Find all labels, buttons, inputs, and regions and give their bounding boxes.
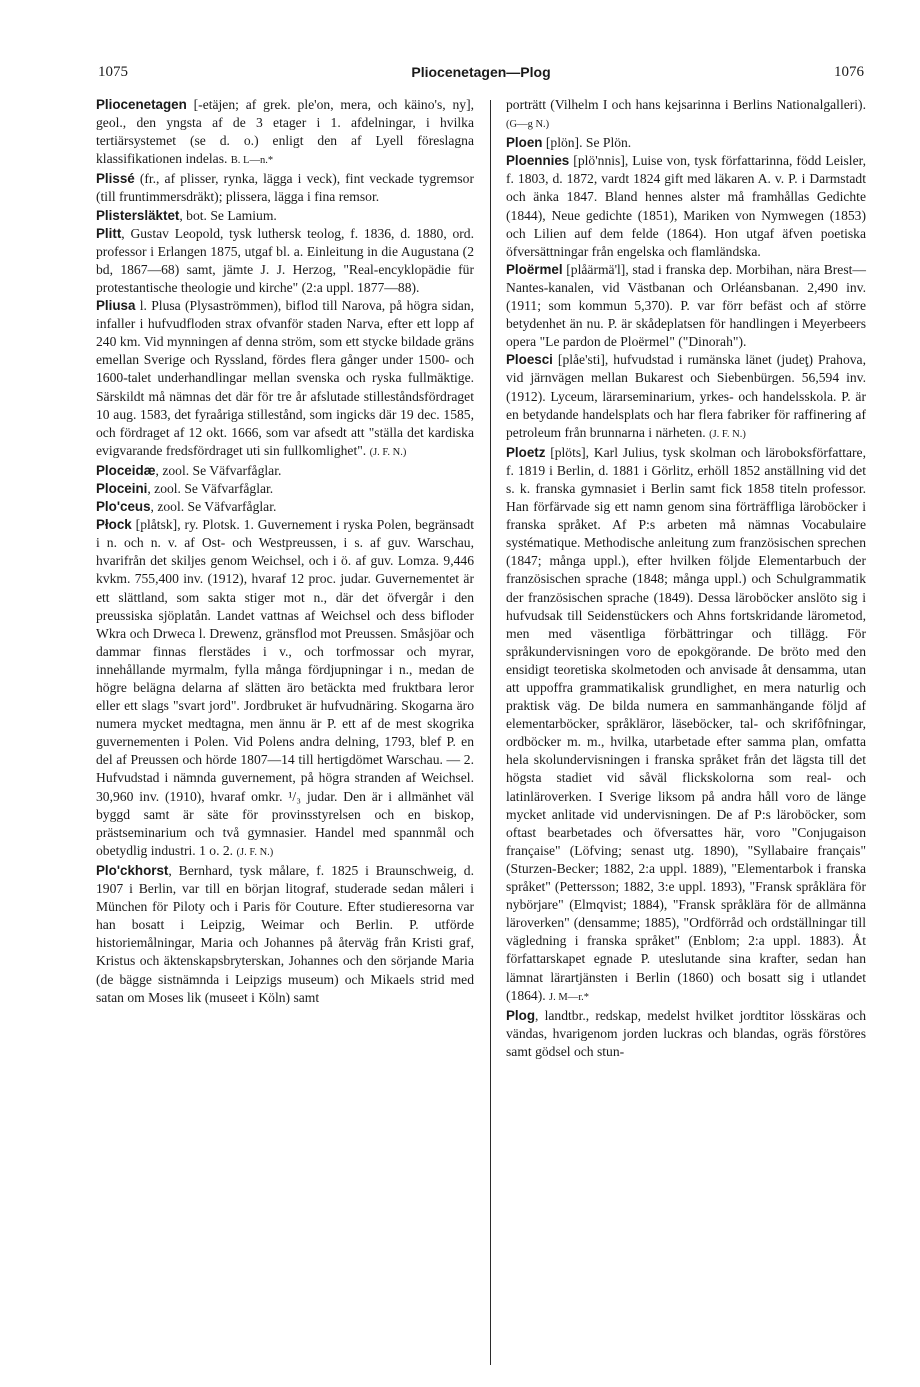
article-entry	[96, 516, 474, 862]
entry-headword: Pliocenetagen	[96, 97, 187, 112]
article-entry	[96, 462, 474, 480]
entry-headword: Ploetz	[506, 444, 546, 460]
entry-text: , zool. Se Väfvarfåglar.	[150, 499, 277, 515]
entry-text: [plön]. Se Plön.	[542, 135, 632, 151]
entry-text: , Gustav Leopold, tysk luthersk teolog, f. 1836, d. 1880, ord. professor i Erlangen 1875, utgaf bl. a. Einleitung in die Augustana (2 bd, 1867—68) samt, jämte J. J. Herzog, "Real-encyklopädie für protestantische theologie und kirche" (2:a uppl. 1877—88).	[96, 225, 474, 295]
entry-text: [plåärmä'l], stad i franska dep. Morbihan, nära Brest—Nantes-kanalen, vid Västbanan och Orléansbanan. 2,490 inv. (1911; som kommun 5,370). P. var förr befäst och af större betydenhet än nu. P. är skådeplatsen för handlingen i Meyerbeers opera "Le pardon de Ploërmel" ("Dinorah").	[506, 261, 866, 350]
author-signature: (J. F. N.)	[236, 846, 274, 858]
entry-text: [plöts], Karl Julius, tysk skolman och läroboksförfattare, f. 1819 i Berlin, d. 1881 i Görlitz, erhöll 1852 anställning vid det s. k. franska gymnasiet i Berlin samt fick 1858 titeln professor. Han förfärvade sig ett namn genom sina förträffliga läroböcker i franska språket. Af P:s arbeten må nämnas Vocabulaire systématique. Methodische anleitung zum französischen sprechen (1847; många uppl.), efter hvilken följde Elementarbuch der französischen sprache (1848; många uppl.) och Schulgrammatik der französischen sprache (1849). Dessa läroböcker anslöto sig i hufvudsak till Seidenstückers och Ahns fortskridande lärometod, men med väsentliga förbättringar och tillägg. För språkundervisningen voro de epokgörande. De bröto med den ensidigt teoretiska skolmetoden och anvisade åt densamma, utan att uppoffra grammatikalisk grundlighet, en mera naturlig och praktisk väg. De bilda numera en sammanhängande följd af elementarböcker, språkläror, läseböcker, tal- och skrifôfningar, ordböcker m. m., hvilka, utarbetade efter samma plan, omfatta hela skolundervisningen i franska språket från det lägsta till det högsta stadiet vid såväl flickskolorna som real- och latinläroverken. I Sverige liksom på andra håll voro de länge mycket anlitade vid undervisningen. De af P:s läroböcker, som oftast bearbetades och öfversattes här, voro "Conjugaison française" (Löfving; senast utg. 1890), "Syllabaire français" (Sturzen-Becker; 1882, 2:a uppl. 1889), "Elementarbok i franska språket" (Pettersson; 1882, 3:e uppl. 1893), "Fransk språklära för nybörjare" (Elmqvist; 1884), "Fransk språklära för de allmänna läroverken" (densamme; 1885), "Ordförråd och ordställningar till vägledning i franska språket" (Enblom; 2:a uppl. 1883). Åt författarskapet egnade P. uteslutande sina krafter, sedan han lämnat lärartjänsten i Berlin (1860) och bosatt sig i utlandet (1864).	[506, 444, 866, 1003]
author-signature: (J. F. N.)	[709, 428, 746, 440]
author-signature: (G—g N.)	[506, 119, 550, 131]
entry-headword: Pliusa	[96, 298, 136, 314]
article-entry	[96, 170, 474, 206]
article-entry	[506, 444, 866, 1007]
entry-headword: Plo'ceus	[96, 499, 151, 515]
page-header	[98, 64, 864, 88]
article-entry	[96, 96, 474, 170]
entry-text: , bot. Se Lamium.	[179, 207, 277, 223]
right-column	[506, 96, 866, 1061]
entry-headword: Ploceidæ	[96, 462, 156, 478]
running-title: Pliocenetagen—Plog	[411, 64, 551, 80]
article-entry	[506, 134, 866, 152]
article-entry	[506, 152, 866, 261]
entry-headword: Ploërmel	[506, 261, 563, 277]
entry-text: l. Plusa (Plysaströmmen), biflod till Narova, på högra sidan, infaller i hufvudfloden strax ofvanför staden Narva, efter ett lopp af 240 km. Vid mynningen af denna ström, som ett stycke bildade gräns emellan Sverige och Ryssland, fördes flera gånger under 1500- och 1600-talet underhandlingar mellan svenska och ryska fullmäktige. Särskildt må nämnas det där för tre år afslutade stilleståndsfördraget 10 aug. 1583, det fyraåriga stillestånd, som ingicks där 19 dec. 1585, och fördraget af 12 okt. 1666, som var afsedt att "ställa det kardiska evigvarande fredsfördraget uti sin fullkomlighet".	[96, 298, 474, 458]
column-divider	[490, 100, 491, 1365]
entry-headword: Ploennies	[506, 153, 570, 169]
entry-text: porträtt (Vilhelm I och hans kejsarinna i Berlins Nationalgalleri).	[506, 97, 866, 112]
entry-headword: Ploesci	[506, 352, 553, 368]
entry-text: , zool. Se Väfvarfåglar.	[147, 480, 274, 496]
article-entry	[506, 1007, 866, 1061]
left-column	[96, 96, 474, 1007]
entry-text: , zool. Se Väfvarfåglar.	[155, 462, 282, 478]
entry-text: , Bernhard, tysk målare, f. 1825 i Braunschweig, d. 1907 i Berlin, var till en början litograf, studerade sedan måleri i München för Piloty och i Paris för Couture. Efter studieresorna var han bosatt i Leipzig, Weimar och Berlin. P. utförde historiemålningar, Maria och Johannes på återväg från Kristi graf, Kristus och äktenskapsbryterskan, Johannes och den sörjande Maria (de bägge sistnämnda i Leipzigs museum) och Mikaels strid med satan om Moses lik (museet i Köln) samt	[96, 862, 474, 1005]
author-signature: B. L—n.*	[230, 155, 274, 167]
entry-text: , landtbr., redskap, medelst hvilket jordtitor lösskäras och vändas, hvarigenom jorden luckras och blandas, ogräs förstöres samt gödsel och stun-	[506, 1007, 866, 1059]
entry-text: (fr., af plisser, rynka, lägga i veck), fint veckade tygremsor (till fruntimmersdräkt); plissera, lägga i fina remsor.	[96, 171, 474, 205]
author-signature: (J. F. N.)	[369, 446, 407, 458]
right-page-number: 1076	[834, 64, 864, 80]
entry-text: [plö'nnis], Luise von, tysk författarinna, född Leisler, f. 1803, d. 1872, vardt 1824 gift med läkaren A. v. P. i Darmstadt och änka 1847. Bland hennes alster må framhållas Gedichte (1844), Neue gedichte (1851), Mariken von Nymwegen (1853) och Lilien auf dem felde (1864). Hon utgaf äfven poetiska öfversättningar från engelska och flamländska.	[506, 153, 866, 259]
entry-headword: Plitt	[96, 225, 122, 241]
entry-text: [-etäjen; af grek. ple'on, mera, och käino's, ny], geol., den yngsta af de 3 etager i 1. afdelningar, i hvilka tertiärsystemet (se d. o.) enligt den af Lyell föreslagna klassifikationen indelas.	[96, 97, 474, 167]
entry-headword: Plistersläktet	[96, 207, 180, 223]
entry-headword: Plo'ckhorst	[96, 862, 169, 878]
article-entry	[506, 351, 866, 443]
entry-headword: Plissé	[96, 171, 135, 187]
article-entry	[506, 261, 866, 351]
entry-headword: Ploen	[506, 135, 543, 151]
article-entry	[96, 207, 474, 225]
entry-text: [plåe'sti], hufvudstad i rumänska länet (judeţ) Prahova, vid järnvägen mellan Bukarest och Siebenbürgen. 56,594 inv. (1912). Lyceum, lärarseminarium, yrkes- och handelsskola. P. är en betydande handelsplats och har flera fabriker för raffinering af petroleum från brunnarna i närheten.	[506, 352, 866, 440]
article-entry	[96, 480, 474, 498]
entry-text: [plåtsk], ry. Plotsk. 1. Guvernement i ryska Polen, begränsadt i n. och n. v. af Ost- och Westpreussen, i s. af guv. Warschau, hvarifrån det skiljes genom Weichsel, och i ö. af guv. Lomza. 9,446 kvkm. 755,400 inv. (1912), hvaraf 12 proc. judar. Guvernementet är ett slättland, som sakta stiger mot n., där det öfvergår i den preussiska sjöplatån. Landet vattnas af Weichsel och dess bifloder Wkra och Drweca l. Drewenz, gränsflod mot Preussen. Småsjöar och dammar finnas flerstädes i v., och torfmossar och myrar, innehållande myrmalm, fylla många fördjupningar i n., medan de högre belägna delarna af slätten äro betäckta med fruktbara leror eller ett slags "svart jord". Jordbruket är hufvudnäring. Skogarna äro numera mycket medtagna, men ännu är P. ett af de mest skogrika guvernementen i Polen. Vid Polens andra delning, 1793, blef P. en del af Preussen och hörde 1807—14 till hertigdömet Warschau. — 2. Hufvudstad i nämnda guvernement, på högra stranden af Weichsel. 30,960 inv. (1910), hvaraf omkr. ¹/₃ judar. Den är i allmänhet väl byggd samt är säte för provinsstyrelsen och en biskop, prästseminarium och två gymnasier. Handel med spannmål och obetydlig industri. 1 o. 2.	[96, 517, 474, 858]
article-entry	[96, 225, 474, 297]
article-entry	[96, 862, 474, 1007]
article-entry	[506, 96, 866, 134]
entry-headword: Plog	[506, 1007, 536, 1023]
left-page-number: 1075	[98, 64, 128, 80]
entry-headword: Płock	[96, 517, 132, 533]
article-entry	[96, 498, 474, 516]
author-signature: J. M—r.*	[549, 991, 590, 1003]
article-entry	[96, 297, 474, 462]
entry-headword: Ploceini	[96, 480, 148, 496]
